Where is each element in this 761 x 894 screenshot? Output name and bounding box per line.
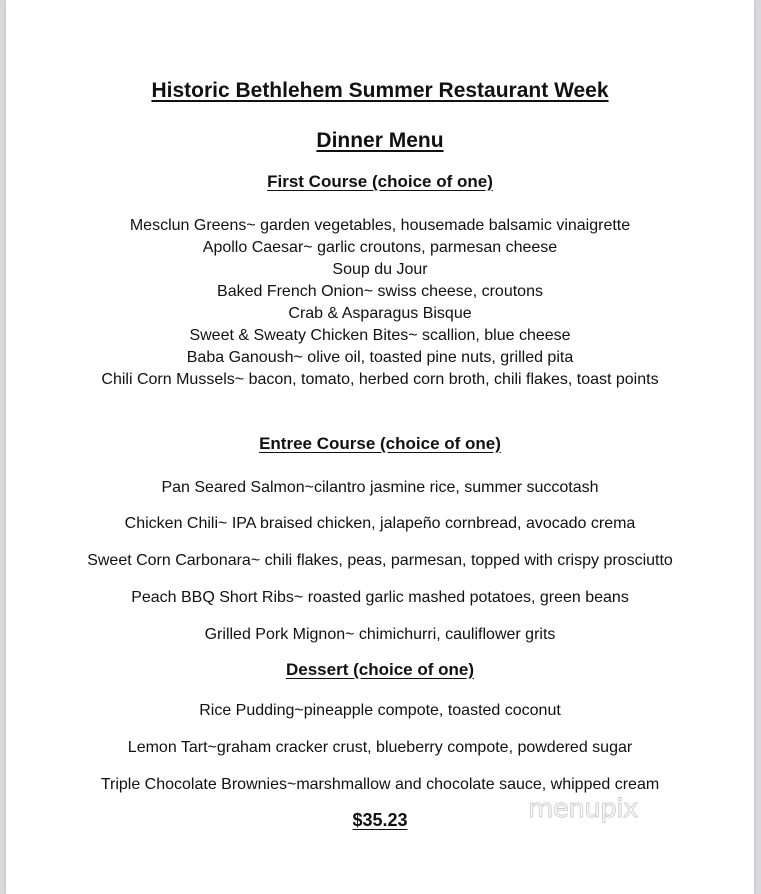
menu-item: Lemon Tart~graham cracker crust, blueberry compote, powdered sugar [127, 739, 633, 756]
price: $35.23 [352, 810, 408, 830]
menu-item: Triple Chocolate Brownies~marshmallow and chocolate sauce, whipped cream [100, 776, 660, 793]
menu-item: Pan Seared Salmon~cilantro jasmine rice, summer succotash [161, 479, 599, 496]
menu-item: Baba Ganoush~ olive oil, toasted pine nuts, grilled pita [186, 349, 574, 366]
menu-item: Chili Corn Mussels~ bacon, tomato, herbed corn broth, chili flakes, toast points [101, 371, 659, 388]
entree-course-heading: Entree Course (choice of one) [259, 434, 501, 453]
dessert-heading: Dessert (choice of one) [286, 660, 474, 679]
menu-item: Soup du Jour [332, 261, 428, 278]
menu-page [6, 0, 754, 894]
menu-item: Sweet Corn Carbonara~ chili flakes, peas, parmesan, topped with crispy prosciutto [87, 552, 673, 569]
menu-item: Chicken Chili~ IPA braised chicken, jalapeño cornbread, avocado crema [124, 515, 636, 532]
menu-item: Apollo Caesar~ garlic croutons, parmesan cheese [202, 239, 558, 256]
menu-title: Historic Bethlehem Summer Restaurant Week [151, 79, 609, 102]
menu-item: Grilled Pork Mignon~ chimichurri, cauliflower grits [204, 626, 556, 643]
first-course-heading: First Course (choice of one) [267, 172, 493, 191]
menu-item: Rice Pudding~pineapple compote, toasted coconut [199, 702, 561, 719]
menu-item: Crab & Asparagus Bisque [288, 305, 472, 322]
menu-item: Mesclun Greens~ garden vegetables, housemade balsamic vinaigrette [129, 217, 631, 234]
menu-item: Sweet & Sweaty Chicken Bites~ scallion, blue cheese [189, 327, 571, 344]
menu-item: Baked French Onion~ swiss cheese, croutons [217, 283, 543, 300]
menupix-watermark: menupix [528, 794, 638, 824]
menu-subtitle: Dinner Menu [316, 129, 444, 152]
menu-item: Peach BBQ Short Ribs~ roasted garlic mashed potatoes, green beans [131, 589, 629, 606]
